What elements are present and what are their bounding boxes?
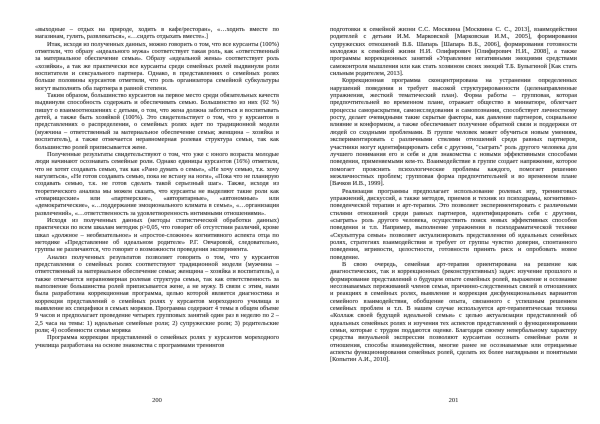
paragraph: Реализация программы предполагает использование ролевых игр, тренинговых упражнений, дискуссий, а также методов, приемов и техник из психодрамы, когнитивно-поведенческой терапии и арт-терапии. Это позволяет экспериментировать с различными стилями отношений среди равных партнеров, идентифицировать себя с другими, «сыграть» роль другого человека, осуществить поиск новых эффективных способов поведения и т.п. Например, выполнение упражнения в психодраматической технике «Скульптура семьи» позволяет актуализировать представления об идеальных семейных ролях, стратегиях взаимодействия и требует от группы чувство доверия, спонтанного поведения, игривости, целостности, готовности принять риск и опробовать новое поведение. bbox=[330, 187, 577, 261]
paragraph: Исходя из полученных данных (методы статистической обработки данных) практически по всем шкалам методик p>0,05, что говорит об отсутствии различий, кроме шкал «должное – необязательное» и «простое-сложное» когнитивного аспекта отца по методике «Представление об идеальном родителе» Р.Г. Овчаровой, следовательно, группы не различаются, что говорит о возможности проведения эксперимента. bbox=[35, 216, 279, 254]
page-right-text bbox=[330, 26, 577, 364]
page-right bbox=[330, 26, 577, 404]
paragraph: подготовки к семейной жизни С.С. Москвина [Москвина С. С., 2013], взаимодействия родителей с детьми И.М. Марковской [Марковская И.М., 2005], формирования супружеских отношений В.Б. Шапарь [Шапарь В.Б., 2006], формирования готовности молодежи к семейной жизни Н.И. Олифирович [Олифирович Н.И., 2008], а также программы коррекционных занятий «Управление негативными эмоциями средствами самоконтроля мышления или как стать хозяином своих эмоций Т.Б. Булыгиной [Как стать сильным родителем, 2013]. bbox=[330, 26, 577, 78]
paragraph: Программа коррекции представлений о семейных ролях у курсантов мореходного училища разработана на основе знакомства с программами тренингов bbox=[35, 334, 279, 349]
page-left bbox=[35, 26, 279, 404]
paragraph: В свою очередь, семейная арт-терапия ориентирована на решение как диагностических, так и коррекционных (реконструктивных) задач: изучение прошлого и формирование представлений о будущем опыте семейных ролей, выражение и осознание несознаваемых переживаний членов семьи, причинно-следственных связей в отношениях и реакциях в семейных ролях, выявление и коррекция дисфункциональных вариантов семейного взаимодействия, обобщение опыта, связанного с успешным решением семейных проблем и т.п. В нашем случае используется арт-терапевтическая техника «Коллаж своей будущей идеальной семьи» с целью актуализации представлений об идеальных семейных ролях и изучения тех аспектов представлений о функционировании семьи, которые с трудом поддаются оценке. Благодаря своему невербальному характеру средства визуальной экспрессии позволяют курсантам осознать семейные роли и отношения, способы взаимодействия, многие ранее не осознаваемые или отрицаемые аспекты функционирования семейных ролей, сделать их более наглядными и понятными [Копытин А.И., 2010]. bbox=[330, 261, 577, 364]
paragraph: Анализ полученных результатов позволяет говорить о том, что у курсантов представления о семейных ролях соответствуют традиционной модели (мужчина – ответственный за материальное обеспечение семьи; женщина – хозяйка и воспитатель), а также отмечается неравномерная ролевая структура семьи, так как ответственность за выполнение большинства ролей приписывается жене, а не мужу. В связи с этим, нами была разработана коррекционная программа, целью которой является диагностика и коррекция представлений о семейных ролях у курсантов мореходного училища и выявление их специфики в семьях моряков. Программа содержит 4 темы в общем объеме 9 часов и предполагает проведение четырех групповых занятий один раз в неделю по 2 – 2,5 часа на темы: 1) идеальные семейные роли; 2) супружеские роли; 3) родительские роли; 4) особенности семьи моряка bbox=[35, 253, 279, 335]
page-number-right: 201 bbox=[448, 397, 459, 404]
page-number-left: 200 bbox=[152, 397, 162, 404]
paragraph: Коррекционная программа сконцентрирована на устранении определенных нарушений поведения и требует высокой структурированности (целенаправленные упражнения, жесткий тематический план). Форма работы – групповая, которая предпочтительней во временном плане, отражает общество в миниатюре, облегчает процессы самораскрытия, самоисследования и самопознания, способствует личностному росту, делает очевидными такие скрытые факторы, как давление партнеров, социальное влияние и конформизм, а также обеспечивает получение обратной связи и поддержки от людей со сходными проблемами. В группе человек может обучиться новым умениям, экспериментировать с различными стилями отношений среди равных партнеров, участники могут идентифицировать себя с другими, "сыграть" роль другого человека для лучшего понимания его и себя и для знакомства с новыми эффективными способами поведения, применяемыми кем-то. Взаимодействие в группе создает напряжение, которое помогает прояснить психологические проблемы каждого, помогает решению межличностных проблем; групповая форма предпочтительней и во временном плане [Вачков И.В., 1999]. bbox=[330, 77, 577, 188]
paragraph: Итак, исходя из полученных данных, можно говорить о том, что все курсанты (100%) отметили, что образу «идеального мужа» соответствует такая роль, как «ответственный за материальное обеспечение семьи». Образу «идеальной жены» соответствует роль «хозяйки», а так же практически все курсанты среди семейных ролей выдвинули роли воспитателя и сексуального партнера. Однако, в представлениях о семейных ролях больше половины курсантов отметили, что роль организатора семейной субкультуры могут выполнять оба партнера в равной степени. bbox=[35, 40, 279, 92]
paragraph: Таким образом, большинство курсантов на первое место среди обязательных качеств выдвинули способность содержать и обеспечивать семью. Большинство из них (92 %) пишут о взаимоотношениях с детьми, о том, что жена должна заботиться и воспитывать детей, а также быть хозяйкой (100%). Это свидетельствует о том, что у курсантов в представлениях о распределении, о семейных ролях идет по традиционной модели (мужчина – ответственный за материальное обеспечение семьи; женщина – хозяйка и воспитатель), а также отмечается неравномерная ролевая структура семьи, так как большинство ролей приписывается жене. bbox=[35, 92, 279, 151]
paragraph: Полученные результаты свидетельствуют о том, что уже с юного возраста молодые люди начинают осознавать семейные роли. Однако единицы курсантов (16%) отметили, что не хотят создавать семью, так как «Рано думать о семье», «Не хочу семью, т.к. хочу нагуляться», «Не готов создавать семью, пока не встану на ноги», «Пока что не планирую создавать семью, т.к. не готов сделать такой серьезный шаг». Также, исходя из теоретического анализа мы можем сказать, что курсанты не выделяют такие роли как «товарищеские» или «партнерские», «авторитарные», «автономные» или «демократические», «…поддержание эмоционального климата в семье», «…организация развлечений», «…ответственность за удовлетворенность интимными отношениями». bbox=[35, 150, 279, 217]
page-left-text bbox=[35, 26, 279, 349]
paragraph: «выходные – отдых на природе, ходить в кафе/ресторан», «…ходить вместе по магазинам, гулять, развлекаться», «…сидеть отдыхать вместе».] bbox=[35, 26, 279, 41]
